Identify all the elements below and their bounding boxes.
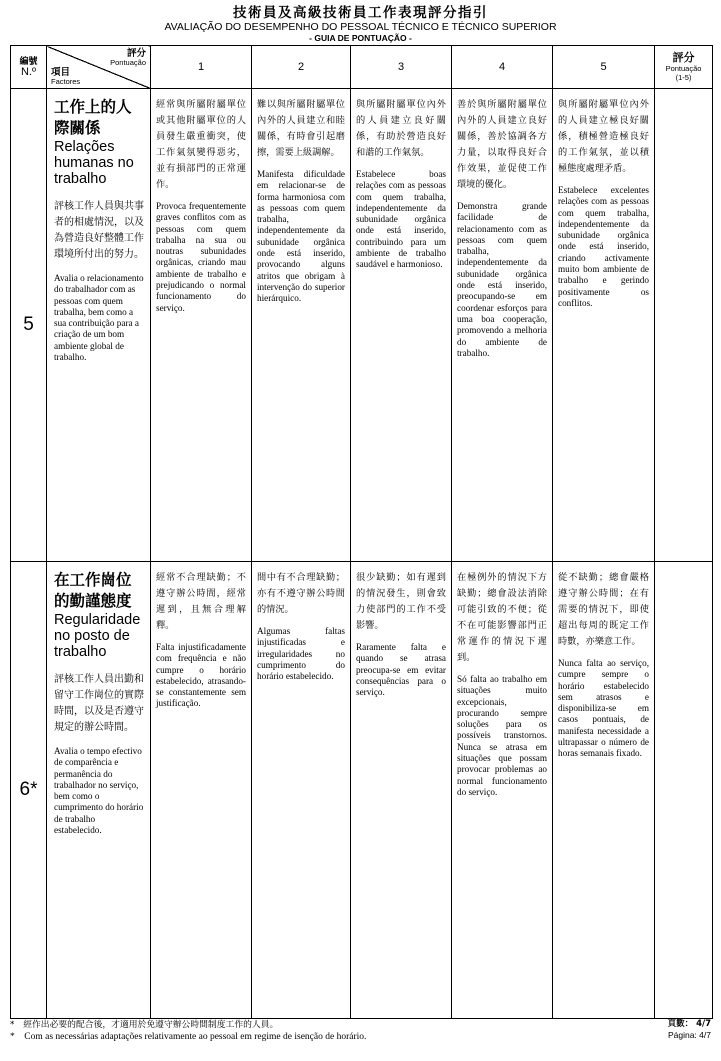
level-text-portuguese: Algumas faltas injustificadas e irregularidades no cumprimento do horário estabelecido. bbox=[257, 626, 345, 682]
level-text-portuguese: Raramente falta e quando se atrasa preocupa-se em evitar consequências para o serviço. bbox=[356, 642, 446, 698]
factor-title-chinese: 在工作崗位的勤謹態度 bbox=[54, 571, 132, 610]
number-column-header bbox=[11, 46, 47, 89]
table-row bbox=[11, 562, 713, 1019]
level-text-portuguese: Estabelece boas relações com as pessoas com quem trabalha, independentemente da subunidade orgânica onde está inserido, contribuindo para um ambiente de trabalho saudável e harmonioso. bbox=[356, 169, 446, 270]
factor-title-portuguese: Relações humanas no trabalho bbox=[54, 139, 134, 187]
header-row bbox=[11, 46, 713, 89]
level-text-portuguese: Provoca frequentemente graves conflitos com as pessoas com quem trabalha na sua ou noutras subunidades orgânicas, criando mau ambiente de trabalho e prejudicando o normal funcionamento do serviço. bbox=[156, 201, 246, 313]
level-text-chinese: 與所屬附屬單位內外的人員建立良好關係，有助於營造良好和諧的工作氣氛。 bbox=[356, 99, 446, 158]
level-text-chinese: 間中有不合理缺勤；亦有不遵守辦公時間的情況。 bbox=[257, 572, 345, 615]
factor-description-chinese: 評核工作人員出勤和留守工作崗位的實際時間，以及是否遵守規定的辦公時間。 bbox=[54, 674, 144, 733]
level-text-portuguese: Só falta ao trabalho em situações muito excepcionais, procurando sempre soluções para os possíveis transtornos. Nunca se atrasa em situações que possam provocar problemas ao normal funcionamento do serviço. bbox=[457, 674, 547, 797]
level-3-cell bbox=[351, 562, 452, 1019]
page-value-chinese: 4/7 bbox=[696, 1019, 711, 1029]
level-text-chinese: 從不缺勤；總會嚴格遵守辦公時間；在有需要的情況下，即使超出每周的既定工作時數，亦樂意工作。 bbox=[558, 572, 649, 647]
level-text-chinese: 善於與所屬附屬單位內外的人員建立良好關係，善於協調各方力量，以取得良好合作效果，並促使工作環境的優化。 bbox=[457, 99, 547, 190]
level-text-chinese: 在極例外的情況下方缺勤；總會設法消除可能引致的不便；從不在可能影響部門正常運作的情況下遲到。 bbox=[457, 572, 547, 663]
subtitle: - GUIA DE PONTUAÇÃO - bbox=[309, 33, 412, 43]
title-portuguese: AVALIAÇÃO DO DESEMPENHO DO PESSOAL TÉCNICO E TÉCNICO SUPERIOR bbox=[164, 21, 557, 33]
level-text-portuguese: Falta injustificadamente com frequência e não cumpre o horário estabelecido, atrasando-se constantemente sem justificação. bbox=[156, 642, 246, 709]
score-header-portuguese: Pontuação bbox=[110, 58, 146, 67]
number-header-portuguese: N.º bbox=[20, 66, 37, 78]
level-3-cell bbox=[351, 89, 452, 562]
level-5-cell bbox=[553, 562, 655, 1019]
row-number: 6* bbox=[11, 562, 47, 1019]
level-2-cell bbox=[252, 89, 351, 562]
score-entry-cell[interactable] bbox=[655, 562, 713, 1019]
factor-cell bbox=[47, 89, 151, 562]
level-text-portuguese: Estabelece excelentes relações com as pessoas com quem trabalha, independentemente da subunidade orgânica onde está inserido, criando activamente muito bom ambiente de trabalho e gerindo positivamente os conflitos. bbox=[558, 185, 649, 308]
score-column-header bbox=[655, 46, 713, 89]
number-header-chinese: 編號 bbox=[19, 57, 38, 67]
level-4-cell bbox=[452, 562, 553, 1019]
factor-description-portuguese: Avalia o tempo efectivo de comparência e permanência do trabalhador no serviço, bem como o cumprimento do horário de trabalho estabelecido. bbox=[54, 746, 144, 836]
level-5-cell bbox=[553, 89, 655, 562]
page-label-portuguese: Página: bbox=[667, 1030, 697, 1040]
footnote-chinese: * 經作出必要的配合後，才適用於免遵守辦公時間制度工作的人員。 bbox=[10, 1020, 279, 1030]
final-score-portuguese: Pontuação bbox=[665, 64, 702, 73]
level-1-header: 1 bbox=[151, 46, 252, 89]
factor-description-portuguese: Avalia o relacionamento do trabalhador com as pessoas com quem trabalha, bem como a sua contribuição para a criação de um bom ambiente global de trabalho. bbox=[54, 273, 144, 363]
footer bbox=[10, 1019, 711, 1043]
factor-title-chinese: 工作上的人際關係 bbox=[54, 98, 132, 137]
page-indicator bbox=[668, 1019, 711, 1041]
item-header-portuguese: Factores bbox=[51, 77, 81, 86]
final-score-chinese: 評分 bbox=[672, 51, 695, 64]
level-2-header: 2 bbox=[252, 46, 351, 89]
level-text-portuguese: Demonstra grande facilidade de relacionamento com as pessoas com quem trabalha, independentemente da subunidade orgânica onde está inserido, preocupando-se em coordenar esforços para uma boa cooperação, promovendo a melhoria do ambiente de trabalho. bbox=[457, 201, 547, 358]
scoring-table bbox=[10, 45, 713, 1019]
title-chinese: 技術員及高級技術員工作表現評分指引 bbox=[233, 5, 488, 21]
score-entry-cell[interactable] bbox=[655, 89, 713, 562]
level-5-header: 5 bbox=[553, 46, 655, 89]
final-score-range: (1-5) bbox=[675, 73, 692, 82]
level-4-cell bbox=[452, 89, 553, 562]
level-text-chinese: 難以與所屬附屬單位內外的人員建立和睦關係，有時會引起磨擦，需要上級調解。 bbox=[257, 99, 345, 158]
level-3-header: 3 bbox=[351, 46, 452, 89]
factor-cell bbox=[47, 562, 151, 1019]
level-text-chinese: 經常與所屬附屬單位或其他附屬單位的人員發生嚴重衝突，使工作氣氛變得惡劣，並有損部門的正常運作。 bbox=[156, 99, 246, 190]
level-text-chinese: 經常不合理缺勤；不遵守辦公時間，經常遲到，且無合理解釋。 bbox=[156, 572, 246, 631]
table-row bbox=[11, 89, 713, 562]
page-header bbox=[10, 6, 711, 44]
footnote-portuguese: * Com as necessárias adaptações relativamente ao pessoal em regime de isenção de horário. bbox=[10, 1032, 367, 1042]
score-header-chinese: 評分 bbox=[126, 48, 146, 59]
level-text-portuguese: Manifesta dificuldade em relacionar-se de forma harmoniosa com as pessoas com quem trabalha, independentemente da subunidade orgânica onde está inserido, provocando alguns atritos que obrigam à intervenção do superior hierárquico. bbox=[257, 169, 345, 304]
level-2-cell bbox=[252, 562, 351, 1019]
level-1-cell bbox=[151, 89, 252, 562]
level-text-portuguese: Nunca falta ao serviço, cumpre sempre o horário estabelecido sem atrasos e disponibiliza-se em casos pontuais, de manifesta necessidade a ultrapassar o número de horas semanais fixado. bbox=[558, 658, 649, 759]
factor-title-portuguese: Regularidade no posto de trabalho bbox=[54, 612, 141, 660]
page-value-portuguese: 4/7 bbox=[699, 1030, 711, 1040]
level-text-chinese: 很少缺勤；如有遲到的情況發生，則會致力使部門的工作不受影響。 bbox=[356, 572, 446, 631]
level-text-chinese: 與所屬附屬單位內外的人員建立極良好關係，積極營造極良好的工作氣氛，並以積極態度處理矛盾。 bbox=[558, 99, 649, 174]
row-number: 5 bbox=[11, 89, 47, 562]
item-header-chinese: 項目 bbox=[51, 67, 71, 78]
page-label-chinese: 頁數： bbox=[667, 1019, 694, 1029]
level-4-header: 4 bbox=[452, 46, 553, 89]
level-1-cell bbox=[151, 562, 252, 1019]
factor-column-header bbox=[47, 46, 151, 89]
factor-description-chinese: 評核工作人員與共事者的相處情況，以及為營造良好整體工作環境所付出的努力。 bbox=[54, 201, 144, 260]
